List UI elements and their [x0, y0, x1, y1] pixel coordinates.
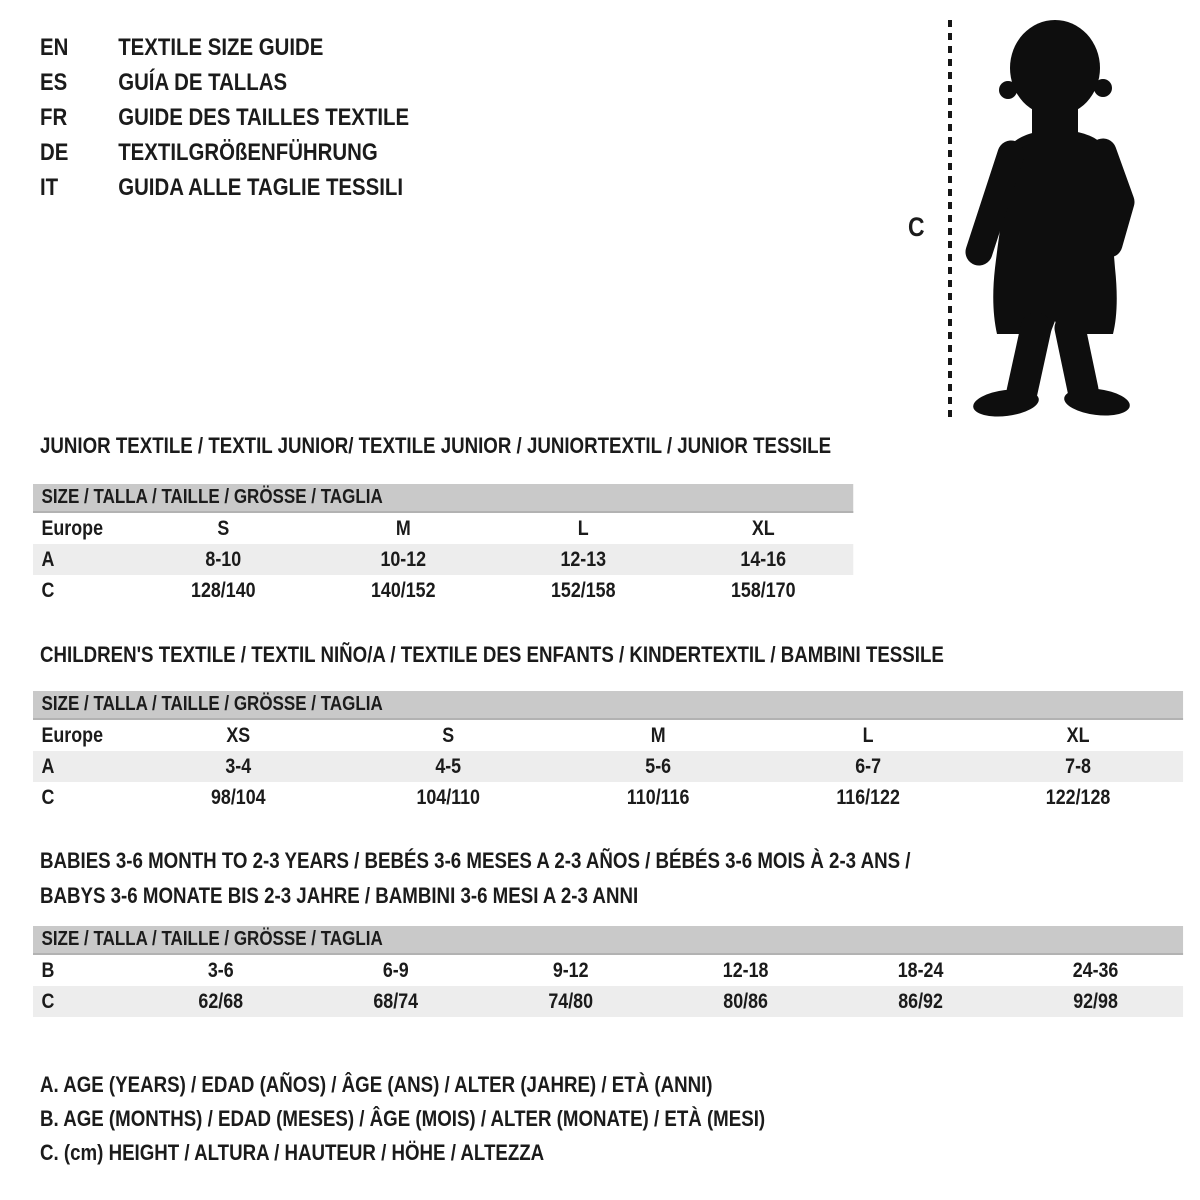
measurement-legend [40, 1068, 765, 1170]
table-row [33, 986, 1183, 1017]
language-name: GUIDA ALLE TAGLIE TESSILI [118, 174, 404, 201]
table-cell: 62/68 [198, 990, 244, 1013]
table-cell: 12-18 [722, 959, 769, 982]
table-row [33, 751, 1183, 782]
table-cell: 98/104 [210, 786, 266, 809]
section-title-junior [40, 428, 831, 463]
table-cell: 6-9 [382, 959, 409, 982]
table-cell: 116/122 [836, 786, 900, 809]
row-label: B [41, 959, 55, 982]
table-cell: 10-12 [380, 548, 427, 571]
row-label: C [41, 786, 55, 809]
babies-size-table [33, 926, 1183, 1017]
toddler-silhouette-icon [962, 16, 1140, 420]
section-title-children [40, 637, 944, 672]
table-cell: 140/152 [371, 579, 436, 602]
table-row [33, 575, 853, 606]
table-cell: 5-6 [645, 755, 672, 778]
section-title-line: JUNIOR TEXTILE / TEXTIL JUNIOR/ TEXTILE JUNIOR / JUNIORTEXTIL / JUNIOR TESSILE [40, 433, 832, 458]
table-cell: XL [751, 517, 775, 540]
legend-line: B. AGE (MONTHS) / EDAD (MESES) / ÂGE (MOIS) / ALTER (MONATE) / ETÀ (MESI) [40, 1106, 766, 1131]
table-cell: 7-8 [1065, 755, 1091, 778]
table-cell: L [577, 517, 589, 540]
table-cell: 18-24 [897, 959, 944, 982]
row-label: A [41, 755, 55, 778]
table-cell: M [395, 517, 411, 540]
table-cell: XL [1066, 724, 1090, 747]
language-row [40, 30, 409, 65]
table-cell: 9-12 [552, 959, 589, 982]
size-table-header: SIZE / TALLA / TAILLE / GRÖSSE / TAGLIA [33, 926, 1183, 955]
language-name: GUIDE DES TAILLES TEXTILE [118, 104, 410, 131]
size-table-header: SIZE / TALLA / TAILLE / GRÖSSE / TAGLIA [33, 484, 853, 513]
table-cell: 6-7 [855, 755, 882, 778]
size-table-header: SIZE / TALLA / TAILLE / GRÖSSE / TAGLIA [33, 691, 1183, 720]
table-cell: S [217, 517, 230, 540]
table-cell: 86/92 [898, 990, 943, 1013]
table-cell: 110/116 [626, 786, 690, 809]
table-cell: 92/98 [1073, 990, 1118, 1013]
language-list [40, 30, 409, 205]
table-cell: 152/158 [550, 579, 616, 602]
table-row [33, 955, 1183, 986]
row-label: A [41, 548, 55, 571]
height-measure-label: C [908, 212, 925, 242]
legend-line: A. AGE (YEARS) / EDAD (AÑOS) / ÂGE (ANS) / ALTER (JAHRE) / ETÀ (ANNI) [40, 1072, 713, 1097]
table-cell: 3-4 [225, 755, 252, 778]
language-code: EN [40, 34, 69, 61]
row-label: Europe [41, 724, 103, 747]
children-size-table [33, 691, 1183, 813]
table-cell: 74/80 [548, 990, 594, 1013]
section-title-line: BABYS 3-6 MONATE BIS 2-3 JAHRE / BAMBINI 3-6 MESI A 2-3 ANNI [40, 883, 639, 908]
language-row [40, 65, 409, 100]
section-title-line: BABIES 3-6 MONTH TO 2-3 YEARS / BEBÉS 3-6 MESES A 2-3 AÑOS / BÉBÉS 3-6 MOIS À 2-3 ANS / [40, 848, 911, 873]
row-label: C [41, 579, 55, 602]
table-cell: 128/140 [191, 579, 256, 602]
language-row [40, 135, 409, 170]
table-cell: 68/74 [373, 990, 419, 1013]
table-cell: 3-6 [207, 959, 234, 982]
table-cell: 14-16 [740, 548, 787, 571]
table-cell: 12-13 [560, 548, 607, 571]
table-row [33, 544, 853, 575]
table-cell: S [442, 724, 455, 747]
table-cell: 104/110 [416, 786, 480, 809]
language-row [40, 170, 409, 205]
table-cell: 8-10 [205, 548, 242, 571]
language-code: ES [40, 69, 68, 96]
table-row [33, 782, 1183, 813]
language-code: IT [40, 174, 59, 201]
junior-size-table [33, 484, 853, 606]
language-row [40, 100, 409, 135]
row-label: C [41, 990, 55, 1013]
table-cell: 158/170 [730, 579, 796, 602]
table-cell: 80/86 [723, 990, 768, 1013]
table-cell: M [650, 724, 666, 747]
language-name: TEXTILGRÖßENFÜHRUNG [118, 139, 378, 166]
table-row [33, 513, 853, 544]
table-cell: 4-5 [435, 755, 462, 778]
section-title-line: CHILDREN'S TEXTILE / TEXTIL NIÑO/A / TEXTILE DES ENFANTS / KINDERTEXTIL / BAMBINI TESSILE [40, 642, 944, 667]
section-title-babies [40, 843, 910, 913]
table-cell: 24-36 [1072, 959, 1119, 982]
height-measure-dashed-line [948, 20, 952, 418]
legend-line: C. (cm) HEIGHT / ALTURA / HAUTEUR / HÖHE / ALTEZZA [40, 1140, 545, 1165]
language-name: GUÍA DE TALLAS [118, 69, 288, 96]
table-cell: XS [226, 724, 251, 747]
row-label: Europe [41, 517, 103, 540]
table-row [33, 720, 1183, 751]
language-code: DE [40, 139, 69, 166]
language-code: FR [40, 104, 68, 131]
language-name: TEXTILE SIZE GUIDE [118, 34, 324, 61]
table-cell: 122/128 [1045, 786, 1111, 809]
table-cell: L [862, 724, 874, 747]
